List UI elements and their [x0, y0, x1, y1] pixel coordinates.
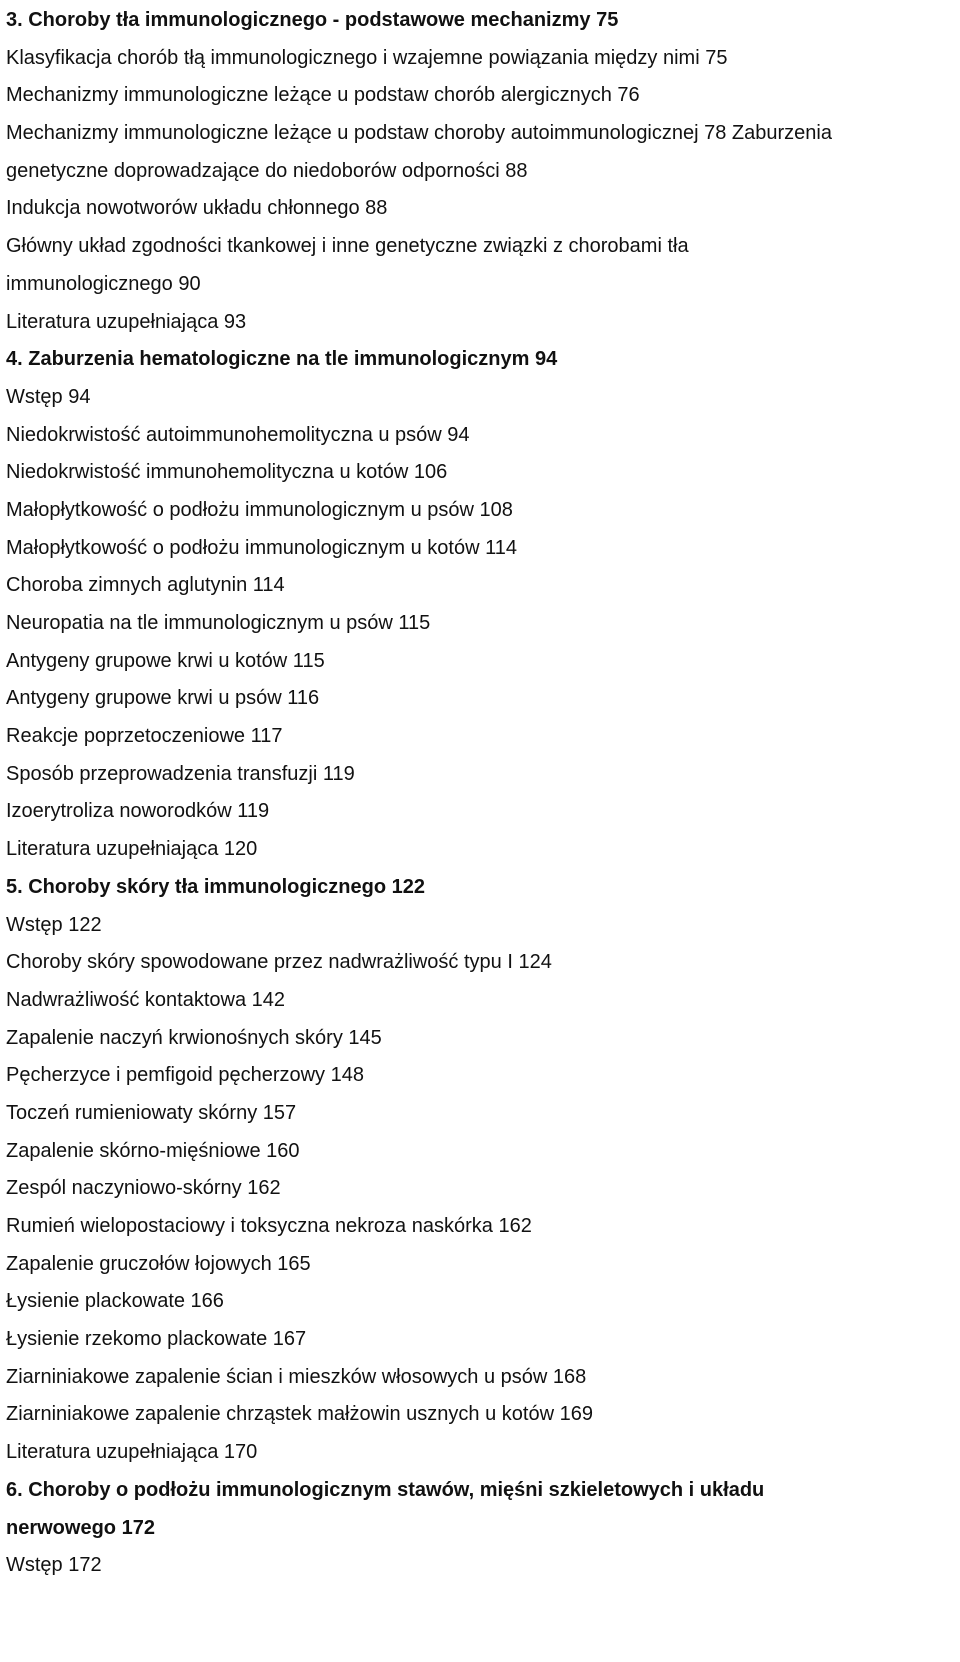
toc-entry: Ziarniniakowe zapalenie chrząstek małżowin usznych u kotów 169	[6, 1403, 593, 1426]
toc-entry: immunologicznego 90	[6, 272, 201, 295]
chapter-heading: 3. Choroby tła immunologicznego - podstawowe mechanizmy 75	[6, 9, 619, 31]
toc-entry: Choroby skóry spowodowane przez nadwrażliwość typu I 124	[6, 951, 552, 974]
toc-entry: Łysienie rzekomo plackowate 167	[6, 1328, 307, 1351]
toc-entry: Klasyfikacja chorób tłą immunologicznego i wzajemne powiązania między nimi 75	[6, 46, 728, 69]
toc-entry: Antygeny grupowe krwi u kotów 115	[6, 649, 325, 672]
toc-entry: Literatura uzupełniająca 170	[6, 1441, 258, 1464]
chapter-heading: nerwowego 172	[6, 1516, 155, 1539]
toc-entry: Literatura uzupełniająca 93	[6, 310, 247, 333]
toc-entry: Literatura uzupełniająca 120	[6, 838, 258, 861]
toc-entry: Zapalenie skórno-mięśniowe 160	[6, 1139, 300, 1162]
toc-entry: Niedokrwistość autoimmunohemolityczna u psów 94	[6, 423, 470, 446]
toc-entry: Indukcja nowotworów układu chłonnego 88	[6, 197, 388, 220]
toc-entry: Izoerytroliza noworodków 119	[6, 800, 270, 823]
toc-entry: Małopłytkowość o podłożu immunologicznym u psów 108	[6, 498, 513, 521]
toc-entry: Mechanizmy immunologiczne leżące u podstaw chorób alergicznych 76	[6, 84, 640, 107]
toc-entry: Pęcherzyce i pemfigoid pęcherzowy 148	[6, 1064, 364, 1087]
toc-entry: Zespól naczyniowo-skórny 162	[6, 1177, 281, 1200]
toc-entry: Małopłytkowość o podłożu immunologicznym u kotów 114	[6, 536, 517, 559]
toc-entry: Nadwrażliwość kontaktowa 142	[6, 988, 286, 1011]
toc-entry: Ziarniniakowe zapalenie ścian i mieszków włosowych u psów 168	[6, 1365, 587, 1388]
chapter-heading: 6. Choroby o podłożu immunologicznym stawów, mięśni szkieletowych i układu	[6, 1478, 765, 1501]
toc-entry: Choroba zimnych aglutynin 114	[6, 574, 285, 597]
chapter-heading: 5. Choroby skóry tła immunologicznego 122	[6, 875, 425, 898]
toc-entry: Toczeń rumieniowaty skórny 157	[6, 1101, 297, 1124]
toc-entry: Sposób przeprowadzenia transfuzji 119	[6, 762, 355, 785]
toc-entry: Łysienie plackowate 166	[6, 1290, 224, 1313]
toc-entry: Antygeny grupowe krwi u psów 116	[6, 687, 320, 710]
toc-entry: Wstęp 122	[6, 913, 102, 936]
toc-entry: Rumień wielopostaciowy i toksyczna nekroza naskórka 162	[6, 1215, 532, 1237]
toc-entry: Zapalenie naczyń krwionośnych skóry 145	[6, 1026, 382, 1049]
toc-entry: Wstęp 94	[6, 385, 91, 408]
toc-entry: Niedokrwistość immunohemolityczna u kotów 106	[6, 461, 448, 484]
toc-entry: Wstęp 172	[6, 1554, 102, 1577]
chapter-heading: 4. Zaburzenia hematologiczne na tle immunologicznym 94	[6, 348, 558, 371]
toc-entry: Reakcje poprzetoczeniowe 117	[6, 725, 283, 748]
toc-entry: genetyczne doprowadzające do niedoborów odporności 88	[6, 159, 528, 182]
toc-entry: Zapalenie gruczołów łojowych 165	[6, 1252, 311, 1275]
toc-entry: Główny układ zgodności tkankowej i inne genetyczne związki z chorobami tła	[6, 235, 689, 258]
toc-entry: Mechanizmy immunologiczne leżące u podstaw choroby autoimmunologicznej 78 Zaburzenia	[6, 122, 832, 145]
toc-entry: Neuropatia na tle immunologicznym u psów 115	[6, 612, 431, 634]
